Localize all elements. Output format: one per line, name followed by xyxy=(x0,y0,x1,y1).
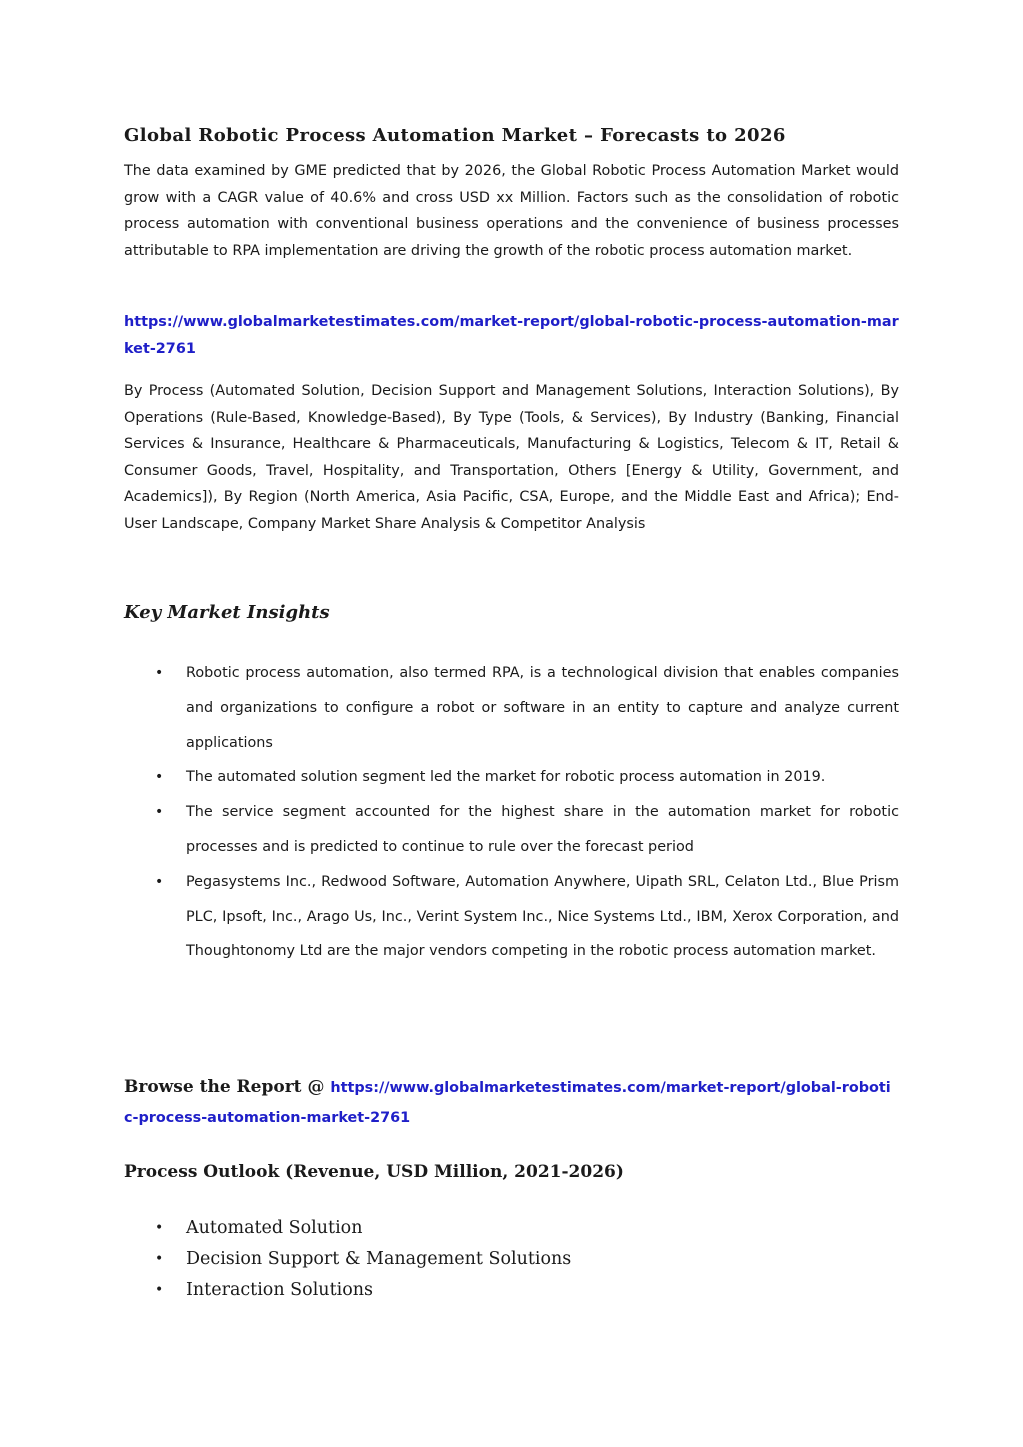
document-title: Global Robotic Process Automation Market – Forecasts to 2026 xyxy=(124,125,786,146)
list-item xyxy=(124,656,899,760)
bullet-icon: • xyxy=(155,665,164,681)
insight-text: The service segment accounted for the highest share in the automation market for robotic processes and is predicted to continue to rule over the forecast period xyxy=(186,804,899,855)
outlook-item-text: Automated Solution xyxy=(186,1218,363,1238)
bullet-icon: • xyxy=(155,804,164,821)
bullet-icon: • xyxy=(155,1220,164,1236)
bullet-icon: • xyxy=(155,769,164,786)
insight-text: The automated solution segment led the market for robotic process automation in 2019. xyxy=(186,769,826,786)
bullet-icon: • xyxy=(155,1282,164,1298)
list-item xyxy=(124,865,899,969)
list-item xyxy=(124,1244,571,1275)
bullet-icon: • xyxy=(155,873,164,890)
report-link[interactable]: https://www.globalmarketestimates.com/market-report/global-robotic-process-automation-market-2761 xyxy=(124,314,899,357)
segments-paragraph: By Process (Automated Solution, Decision Support and Management Solutions, Interaction Solutions), By Operations (Rule-Based, Knowledge-Based), By Type (Tools, & Services), By Industry (Banking, Financial Services & Insurance, Healthcare & Pharmaceuticals, Manufacturing & Logistics, Telecom & IT, Retail & Consumer Goods, Travel, Hospitality, and Transportation, Others [Energy & Utility, Government, and Academics]), By Region (North America, Asia Pacific, CSA, Europe, and the Middle East and Africa); End-User Landscape, Company Market Share Analysis & Competitor Analysis xyxy=(124,383,899,532)
process-outlook-list xyxy=(124,1213,571,1306)
intro-paragraph: The data examined by GME predicted that by 2026, the Global Robotic Process Automation Market would grow with a CAGR value of 40.6% and cross USD xx Million. Factors such as the consolidation of robotic process automation with conventional business operations and the convenience of business processes attributable to RPA implementation are driving the growth of the robotic process automation market. xyxy=(124,163,899,259)
process-outlook-heading: Process Outlook (Revenue, USD Million, 2021-2026) xyxy=(124,1162,624,1182)
report-link-paragraph xyxy=(124,309,899,362)
key-insights-list xyxy=(124,656,899,969)
browse-report-label: Browse the Report @ xyxy=(124,1077,331,1097)
insight-text: Robotic process automation, also termed RPA, is a technological division that enables companies and organizations to configure a robot or software in an entity to capture and analyze current applications xyxy=(186,665,899,751)
insight-text: Pegasystems Inc., Redwood Software, Automation Anywhere, Uipath SRL, Celaton Ltd., Blue Prism PLC, Ipsoft, Inc., Arago Us, Inc., Verint System Inc., Nice Systems Ltd., IBM, Xerox Corporation, and Thoughtonomy Ltd are the major vendors competing in the robotic process automation market. xyxy=(186,873,899,960)
list-item xyxy=(124,1275,571,1306)
bullet-icon: • xyxy=(155,1251,164,1267)
browse-report-link[interactable]: https://www.globalmarketestimates.com/market-report/global-robotic-process-automation-market-2761 xyxy=(124,1080,891,1126)
list-item xyxy=(124,795,899,865)
browse-report-paragraph xyxy=(124,1072,899,1133)
list-item xyxy=(124,760,899,795)
outlook-item-text: Interaction Solutions xyxy=(186,1280,373,1300)
list-item xyxy=(124,1213,571,1244)
key-market-insights-heading: Key Market Insights xyxy=(124,602,330,623)
outlook-item-text: Decision Support & Management Solutions xyxy=(186,1249,572,1269)
